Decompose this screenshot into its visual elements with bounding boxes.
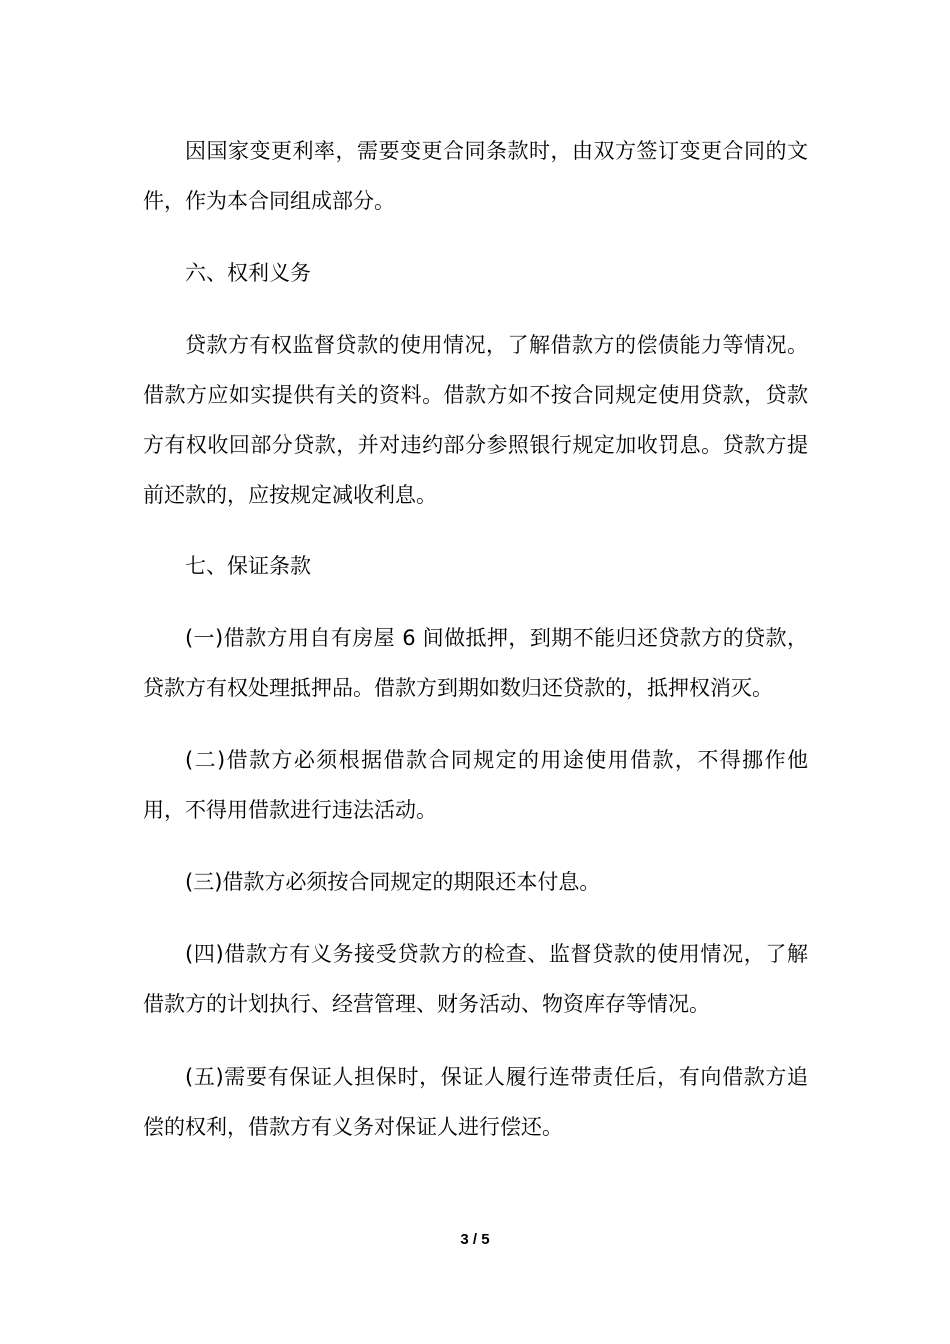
page-number: 3 / 5 (460, 1231, 490, 1248)
section-heading-guarantee-clauses: 七、保证条款 (185, 554, 311, 578)
paragraph-guarantee-5: (五)需要有保证人担保时，保证人履行连带责任后，有向借款方追偿的权利，借款方有义务对保证人进行偿还。 (143, 1065, 808, 1139)
paragraph-guarantee-4: (四)借款方有义务接受贷款方的检查、监督贷款的使用情况，了解借款方的计划执行、经营管理、财务活动、物资库存等情况。 (143, 942, 808, 1016)
paragraph-guarantee-3: (三)借款方必须按合同规定的期限还本付息。 (185, 870, 601, 894)
section-heading-rights-obligations: 六、权利义务 (185, 261, 311, 285)
paragraph-guarantee-1: (一)借款方用自有房屋 6 间做抵押，到期不能归还贷款方的贷款，贷款方有权处理抵押品。借款方到期如数归还贷款的，抵押权消灭。 (143, 626, 808, 700)
paragraph-rights-obligations: 贷款方有权监督贷款的使用情况，了解借款方的偿债能力等情况。借款方应如实提供有关的资料。借款方如不按合同规定使用贷款，贷款方有权收回部分贷款，并对违约部分参照银行规定加收罚息。贷款方提前还款的，应按规定减收利息。 (143, 333, 808, 507)
paragraph-guarantee-2: (二)借款方必须根据借款合同规定的用途使用借款，不得挪作他用，不得用借款进行违法活动。 (143, 748, 808, 822)
paragraph-interest-rate-change: 因国家变更利率，需要变更合同条款时，由双方签订变更合同的文件，作为本合同组成部分。 (143, 139, 808, 213)
